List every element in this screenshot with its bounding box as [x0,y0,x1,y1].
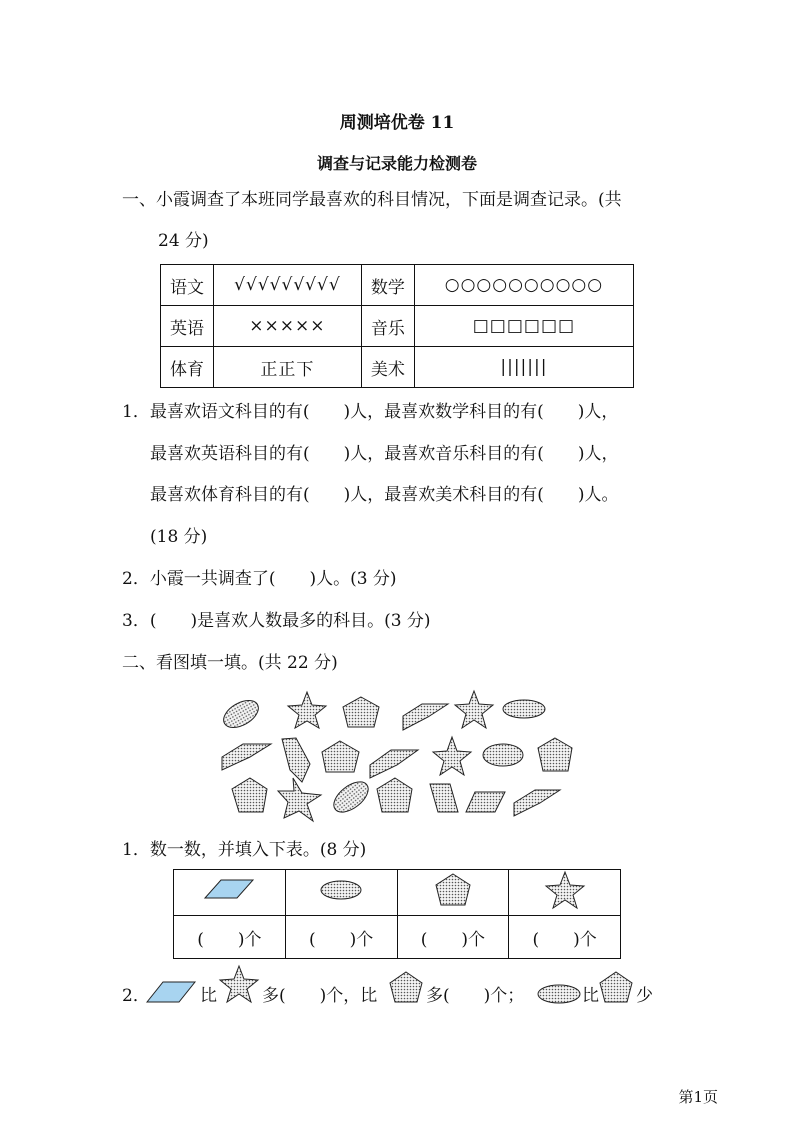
subject-label: 数学 [361,265,414,306]
oval-icon [219,695,263,733]
diamond-icon [403,704,448,730]
star-icon [455,691,493,728]
star-icon [433,737,471,775]
count-blank[interactable]: ( )个 [174,916,286,959]
page-title: 周测培优卷 11 [339,113,455,133]
comparison-shao: 少 [636,986,653,1006]
pentagon-icon [598,970,634,1004]
count-blank[interactable]: ( )个 [397,916,509,959]
oval-icon [503,700,545,718]
diamond-icon [430,784,458,812]
question-3: 3．( )是喜欢人数最多的科目。(3 分) [122,611,431,631]
subject-label: 美术 [361,347,414,388]
section2-question-2-prefix: 2． [122,986,150,1006]
oval-icon [536,982,582,1006]
count-header-oval [285,870,397,916]
count-blank[interactable]: ( )个 [285,916,397,959]
pentagon-icon [427,872,479,908]
diamond-icon [370,750,418,778]
diamond-icon [222,744,271,770]
tally-marks: ||||||| [414,347,633,388]
comparison-bi-2: 比 [582,986,599,1006]
diamond-icon [145,978,197,1008]
count-header-star [509,870,621,916]
count-header-pentagon [397,870,509,916]
pentagon-icon [322,741,359,772]
count-blank[interactable]: ( )个 [509,916,621,959]
oval-icon [315,874,367,906]
count-table [173,869,621,959]
tally-marks: ××××× [214,306,362,347]
star-icon [288,692,326,728]
comparison-bi-1: 比 [200,986,217,1006]
pentagon-icon [232,778,267,812]
diamond-icon [514,790,560,816]
table-row [174,870,621,916]
diamond-icon [466,792,505,812]
question-1-line-1: 1．最喜欢语文科目的有( )人，最喜欢数学科目的有( )人， [122,402,619,422]
count-header-diamond [174,870,286,916]
comparison-duo-2: 多( )个； [426,986,525,1006]
page-number: 第1页 [678,1088,718,1106]
tally-marks: ○○○○○○○○○○ [414,265,633,306]
pentagon-icon [377,778,412,812]
star-icon [539,870,591,910]
question-1-line-3: 最喜欢体育科目的有( )人，最喜欢美术科目的有( )人。 [150,485,619,505]
question-2: 2．小霞一共调查了( )人。(3 分) [122,569,397,589]
oval-icon [328,776,373,818]
comparison-duo-1: 多( )个，比 [262,986,378,1006]
star-icon [218,964,260,1004]
diamond-icon [282,738,310,782]
tally-marks: √√√√√√√√√ [214,265,362,306]
section2-heading: 二、看图填一填。(共 22 分) [122,653,338,673]
section1-heading: 一、小霞调查了本班同学最喜欢的科目情况，下面是调查记录。(共 [122,190,622,210]
subject-label: 语文 [161,265,214,306]
subject-label: 体育 [161,347,214,388]
section1-heading-score: 24 分) [158,231,209,251]
pentagon-icon [343,697,379,727]
page-subtitle: 调查与记录能力检测卷 [316,154,477,173]
tally-marks: □□□□□□ [414,306,633,347]
oval-icon [483,744,523,766]
tally-marks: 正正下 [214,347,362,388]
table-row [174,916,621,959]
question-1-line-2: 最喜欢英语科目的有( )人，最喜欢音乐科目的有( )人， [150,444,619,464]
subject-label: 音乐 [361,306,414,347]
section2-question-1: 1．数一数，并填入下表。(8 分) [122,840,367,860]
subject-label: 英语 [161,306,214,347]
star-icon [278,778,321,821]
question-1-score: (18 分) [150,527,208,547]
pentagon-icon [538,738,572,771]
diamond-icon [203,874,255,906]
pentagon-icon [388,970,424,1004]
